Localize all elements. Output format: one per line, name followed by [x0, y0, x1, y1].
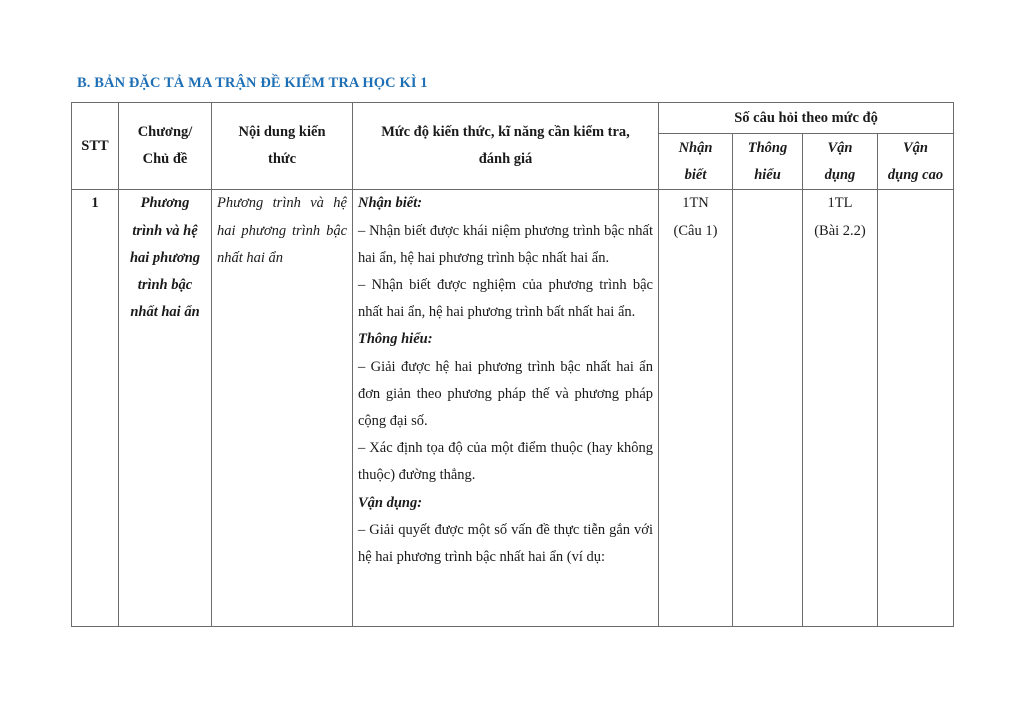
- header-van-dung-cao: [878, 134, 954, 190]
- nhan-biet-title: Nhận biết:: [358, 195, 423, 212]
- cell-content: Phương trình và hệ hai phương trình bậc nhất hai ẩn: [212, 190, 353, 627]
- nhan-biet-ref: (Câu 1): [673, 222, 718, 239]
- header-stt: STT: [72, 103, 119, 190]
- van-dung-title: Vận dụng:: [358, 494, 423, 511]
- header-chapter-line2: Chủ đề: [142, 151, 188, 168]
- thong-hieu-item: – Giải được hệ hai phương trình bậc nhất hai ẩn đơn giản theo phương pháp thế và phương pháp cộng đại số.: [358, 358, 653, 430]
- cell-chapter: Phương trình và hệ hai phương trình bậc nhất hai ẩn: [119, 190, 212, 627]
- van-dung-item: – Giải quyết được một số vấn đề thực tiễn gắn với hệ hai phương trình bậc nhất hai ẩn (ví dụ:: [358, 521, 653, 566]
- header-nhan-biet: [659, 134, 733, 190]
- specification-matrix-table: [71, 102, 954, 627]
- header-chapter-line1: Chương/: [137, 124, 193, 140]
- header-chapter: [119, 103, 212, 190]
- cell-stt: 1: [72, 190, 119, 627]
- header-thong-hieu-line2: hiểu: [754, 167, 781, 184]
- thong-hieu-title: Thông hiểu:: [358, 331, 433, 348]
- cell-nhan-biet: [659, 190, 733, 627]
- thong-hieu-item: – Xác định tọa độ của một điểm thuộc (hay không thuộc) đường thẳng.: [358, 440, 653, 484]
- header-van-dung-cao-line2: dụng cao: [887, 167, 944, 184]
- section-heading: B. BẢN ĐẶC TẢ MA TRẬN ĐỀ KIỂM TRA HỌC KÌ 1: [77, 75, 428, 91]
- cell-van-dung: [803, 190, 878, 627]
- header-nhan-biet-line1: Nhận: [678, 140, 713, 156]
- header-content-line2: thức: [267, 151, 297, 168]
- cell-thong-hieu: [733, 190, 803, 627]
- cell-van-dung-cao: [878, 190, 954, 627]
- header-question-count-group: Số câu hỏi theo mức độ: [659, 103, 954, 134]
- header-row-1: [72, 103, 954, 134]
- header-van-dung-cao-line1: Vận: [903, 140, 928, 156]
- header-content: [212, 103, 353, 190]
- header-content-line1: Nội dung kiến: [238, 124, 326, 140]
- header-level-line2: đánh giá: [478, 151, 533, 168]
- header-van-dung-line1: Vận: [827, 140, 853, 156]
- header-thong-hieu-line1: Thông: [747, 140, 788, 156]
- nhan-biet-item: – Nhận biết được nghiệm của phương trình bậc nhất hai ẩn, hệ hai phương trình bất nhất hai ẩn.: [358, 277, 653, 321]
- header-nhan-biet-line2: biết: [684, 167, 707, 184]
- header-level-description: [353, 103, 659, 190]
- cell-level-description: [353, 190, 659, 627]
- van-dung-ref: (Bài 2.2): [814, 222, 866, 239]
- header-level-line1: Mức độ kiến thức, kĩ năng cần kiểm tra,: [381, 124, 630, 140]
- header-van-dung-line2: dụng: [824, 167, 856, 184]
- table-row: [72, 190, 954, 627]
- header-thong-hieu: [733, 134, 803, 190]
- nhan-biet-count: 1TN: [682, 195, 709, 212]
- nhan-biet-item: – Nhận biết được khái niệm phương trình bậc nhất hai ẩn, hệ hai phương trình bậc nhất hai ẩn.: [358, 222, 653, 266]
- header-van-dung: [803, 134, 878, 190]
- van-dung-count: 1TL: [827, 195, 853, 212]
